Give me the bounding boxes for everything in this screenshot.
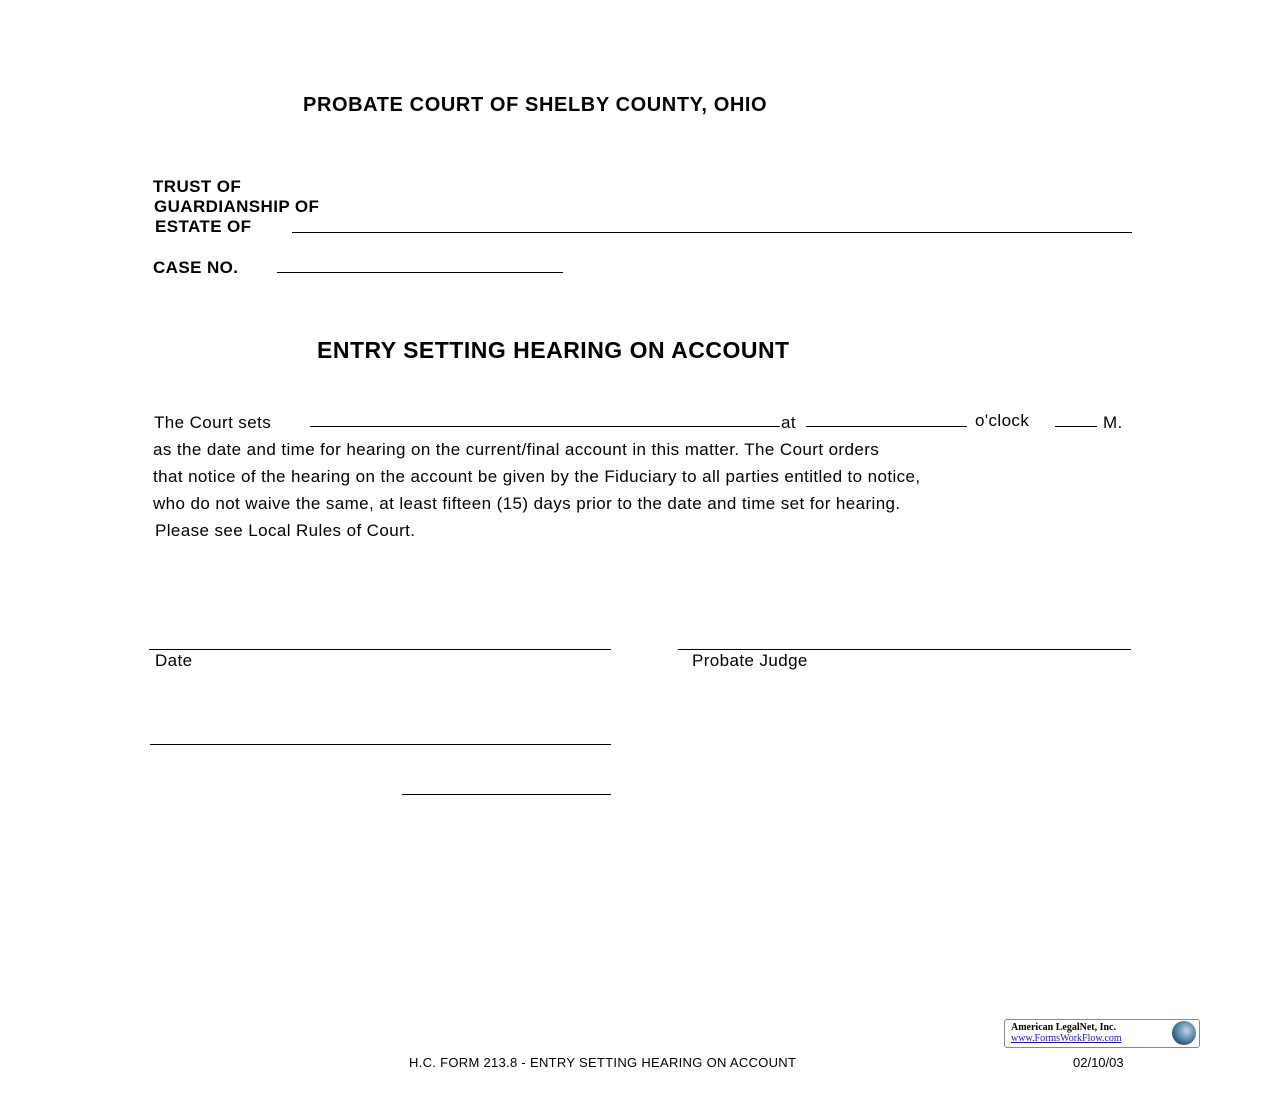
form-title: ENTRY SETTING HEARING ON ACCOUNT xyxy=(317,337,790,363)
court-sets-text: The Court sets xyxy=(154,413,272,432)
footer-date: 02/10/03 xyxy=(1073,1055,1124,1070)
form-footer: H.C. FORM 213.8 - ENTRY SETTING HEARING ON ACCOUNT xyxy=(409,1055,797,1070)
date-label: Date xyxy=(155,651,193,670)
extra-line-1[interactable] xyxy=(150,744,611,745)
case-no-field[interactable] xyxy=(277,272,563,273)
hearing-date-field[interactable] xyxy=(310,426,780,427)
body-line-2: as the date and time for hearing on the current/final account in this matter. The Court orders xyxy=(153,440,880,459)
m-text: M. xyxy=(1103,413,1123,432)
logo-url-link[interactable]: www.FormsWorkFlow.com xyxy=(1011,1033,1122,1044)
body-line-3: that notice of the hearing on the account be given by the Fiduciary to all parties entitled to notice, xyxy=(153,467,921,486)
probate-judge-label: Probate Judge xyxy=(692,651,808,670)
guardianship-of-label: GUARDIANSHIP OF xyxy=(154,197,320,216)
at-text: at xyxy=(781,413,796,432)
extra-line-2[interactable] xyxy=(402,794,611,795)
body-line-5: Please see Local Rules of Court. xyxy=(155,521,416,540)
globe-icon xyxy=(1172,1021,1196,1045)
estate-of-label: ESTATE OF xyxy=(155,217,252,236)
logo-name: American LegalNet, Inc. xyxy=(1011,1022,1116,1033)
judge-signature-line[interactable] xyxy=(678,649,1131,650)
estate-name-field[interactable] xyxy=(292,232,1132,233)
date-signature-line[interactable] xyxy=(149,649,611,650)
hearing-time-field[interactable] xyxy=(806,426,967,427)
case-no-label: CASE NO. xyxy=(153,258,239,277)
oclock-text: o'clock xyxy=(975,411,1030,430)
american-legalnet-logo xyxy=(1004,1019,1200,1048)
trust-of-label: TRUST OF xyxy=(153,177,242,196)
body-line-4: who do not waive the same, at least fifteen (15) days prior to the date and time set for hearing. xyxy=(153,494,901,513)
am-pm-field[interactable] xyxy=(1055,426,1097,427)
court-heading: PROBATE COURT OF SHELBY COUNTY, OHIO xyxy=(303,94,768,116)
